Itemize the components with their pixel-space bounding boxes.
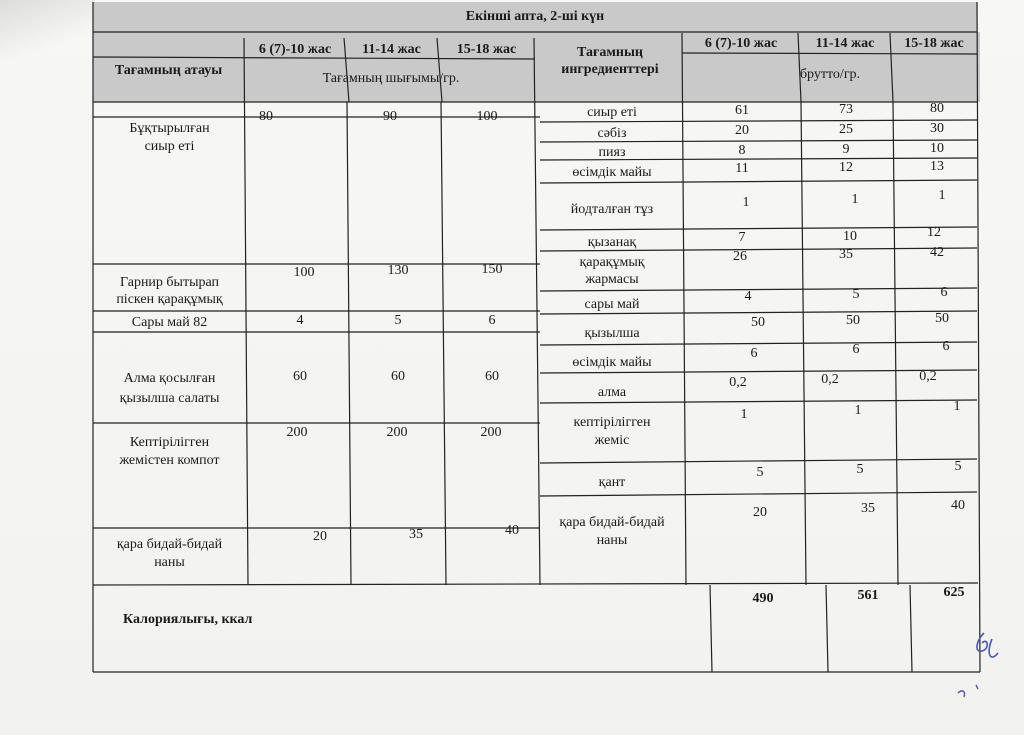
ingr-14-value-3: 40: [951, 498, 965, 513]
ingr-13-value-2: 5: [856, 462, 864, 477]
ingredients-header-line1: Тағамның: [577, 45, 643, 60]
dish-4-value-1: 60: [293, 369, 307, 384]
ingr-10-name: өсімдік майы: [572, 355, 652, 370]
dish-6-value-1: 20: [313, 529, 327, 544]
ingr-1-value-1: 61: [735, 103, 749, 118]
gross-age-header-2: 11-14 жас: [815, 36, 875, 51]
dish-5-name-line1: Кептірілігген: [129, 435, 210, 450]
gross-age-header-3: 15-18 жас: [904, 36, 964, 51]
dish-4-value-2: 60: [391, 369, 405, 384]
ingr-14-value-2: 35: [861, 501, 875, 516]
ingr-4-value-2: 12: [839, 160, 853, 175]
ingr-12-name-line1: кептірілігген: [573, 415, 651, 430]
ingr-1-value-2: 73: [839, 102, 853, 117]
ingredients-header-line2: ингредиенттері: [561, 62, 659, 77]
dish-3-value-1: 4: [296, 313, 304, 328]
ingr-5-name: йодталған тұз: [570, 202, 654, 217]
ingr-14-name-line1: қара бидай-бидай: [559, 515, 665, 530]
dish-2-name-line2: піскен қарақұмық: [116, 292, 223, 307]
dish-6-value-2: 35: [409, 527, 423, 542]
ingr-12-value-1: 1: [740, 407, 748, 422]
ingr-10-value-3: 6: [942, 339, 950, 354]
calories-value-3: 625: [943, 585, 965, 600]
dish-1-name-line2: сиыр еті: [144, 139, 195, 154]
ingr-6-value-3: 12: [927, 225, 941, 240]
ingr-3-value-2: 9: [842, 142, 850, 157]
ingr-2-value-2: 25: [839, 122, 853, 137]
dish-4-name-line1: Алма қосылған: [123, 371, 216, 386]
dish-1-name-line1: Бұқтырылған: [129, 121, 210, 136]
ingr-9-value-1: 50: [751, 315, 765, 330]
ingr-2-name: сәбіз: [597, 126, 627, 141]
ingr-8-value-1: 4: [744, 289, 752, 304]
age-header-2: 11-14 жас: [362, 42, 421, 57]
ingr-6-name: қызанақ: [587, 235, 637, 250]
dish-6-value-3: 40: [505, 523, 519, 538]
ingr-9-value-3: 50: [935, 311, 949, 326]
dish-5-value-1: 200: [286, 425, 308, 440]
ingr-11-name: алма: [597, 385, 627, 400]
ingr-2-value-1: 20: [735, 123, 749, 138]
ingr-12-name-line2: жеміс: [594, 433, 630, 448]
ingr-5-value-3: 1: [938, 188, 946, 203]
dish-1-value-2: 90: [383, 109, 397, 124]
ingr-1-name: сиыр еті: [587, 105, 637, 120]
age-header-1: 6 (7)-10 жас: [258, 42, 332, 57]
ingr-5-value-1: 1: [742, 195, 750, 210]
dish-2-value-1: 100: [293, 265, 315, 280]
ingr-10-value-1: 6: [750, 346, 758, 361]
ingr-4-name: өсімдік майы: [572, 165, 652, 180]
calories-label: Калориялығы, ккал: [123, 612, 253, 627]
ingr-13-value-3: 5: [954, 459, 962, 474]
ingr-7-name-line1: қарақұмық: [579, 255, 645, 270]
ingr-12-value-2: 1: [854, 403, 862, 418]
dish-4-name-line2: қызылша салаты: [119, 391, 220, 406]
dish-2-name-line1: Гарнир бытырап: [119, 275, 220, 290]
ingr-14-name-line2: наны: [596, 533, 628, 548]
dish-1-value-3: 100: [476, 109, 498, 124]
ingr-2-value-3: 30: [930, 121, 944, 136]
dish-3-name: Сары май 82: [131, 315, 208, 330]
dish-5-value-2: 200: [386, 425, 408, 440]
ingr-7-name-line2: жармасы: [585, 272, 639, 287]
ingr-3-value-3: 10: [930, 141, 944, 156]
dish-6-name-line1: қара бидай-бидай: [116, 537, 223, 552]
calories-value-1: 490: [752, 591, 774, 606]
dish-4-value-3: 60: [485, 369, 499, 384]
dish-5-value-3: 200: [480, 425, 502, 440]
ingr-11-value-1: 0,2: [729, 375, 747, 390]
gross-header: брутто/гр.: [799, 67, 861, 82]
ingr-7-value-2: 35: [839, 247, 853, 262]
ingr-12-value-3: 1: [953, 399, 961, 414]
ingr-9-name: қызылша: [584, 326, 640, 341]
ingr-4-value-1: 11: [735, 161, 749, 176]
ingr-10-value-2: 6: [852, 342, 860, 357]
ingr-13-value-1: 5: [756, 465, 764, 480]
ingr-7-value-1: 26: [733, 249, 747, 264]
ingr-13-name: қант: [598, 475, 626, 490]
calories-value-2: 561: [857, 588, 879, 603]
ingr-3-value-1: 8: [738, 143, 746, 158]
ingr-11-value-2: 0,2: [821, 372, 839, 387]
ingr-14-value-1: 20: [753, 505, 767, 520]
ingr-7-value-3: 42: [930, 245, 944, 260]
ingr-9-value-2: 50: [846, 313, 860, 328]
gross-age-header-1: 6 (7)-10 жас: [704, 36, 778, 51]
ingr-6-value-2: 10: [843, 229, 857, 244]
dish-2-value-3: 150: [481, 262, 503, 277]
dish-1-value-1: 80: [259, 109, 273, 124]
ingr-8-value-3: 6: [940, 285, 948, 300]
yield-header: Тағамның шығымы/гр.: [322, 71, 460, 86]
page-title: Екінші апта, 2-ші күн: [465, 9, 605, 24]
dish-5-name-line2: жемістен компот: [119, 453, 220, 468]
dish-name-header: Тағамның атауы: [114, 63, 223, 78]
ingr-8-value-2: 5: [852, 287, 860, 302]
ingr-6-value-1: 7: [738, 230, 746, 245]
ingr-1-value-3: 80: [930, 101, 944, 116]
dish-2-value-2: 130: [387, 263, 409, 278]
dish-6-name-line2: наны: [154, 555, 185, 570]
ingr-8-name: сары май: [584, 297, 640, 312]
ingr-3-name: пияз: [598, 145, 626, 160]
signature-icon: [946, 623, 1006, 713]
dish-3-value-3: 6: [488, 313, 496, 328]
dish-3-value-2: 5: [394, 313, 402, 328]
ingr-5-value-2: 1: [851, 192, 859, 207]
ingr-4-value-3: 13: [930, 159, 944, 174]
age-header-3: 15-18 жас: [456, 42, 517, 57]
ingr-11-value-3: 0,2: [919, 369, 937, 384]
